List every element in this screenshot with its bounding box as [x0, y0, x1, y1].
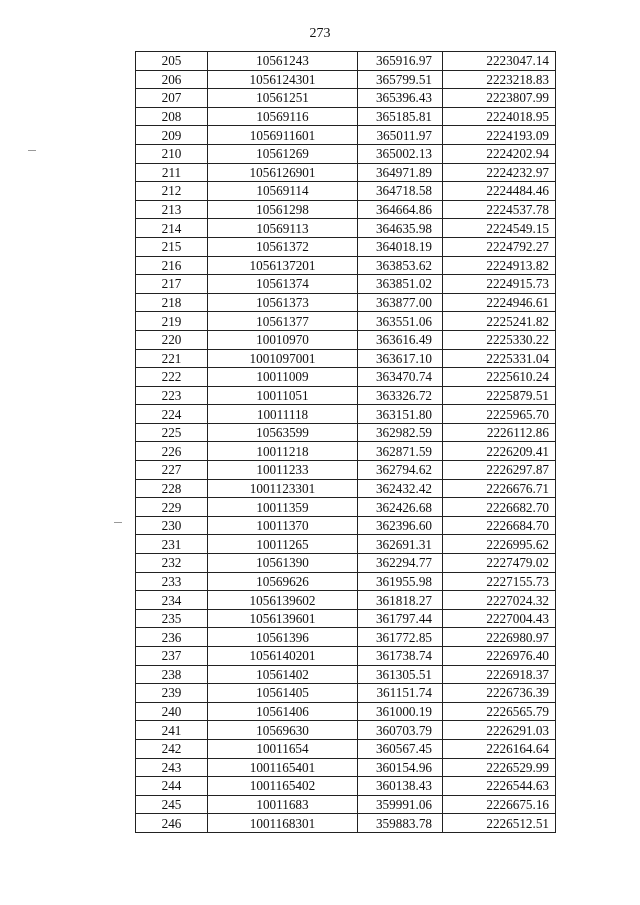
table-row — [136, 461, 556, 480]
point-id-cell: 10011009 — [208, 368, 358, 387]
point-id-cell: 1001168301 — [208, 814, 358, 833]
page-number: 273 — [309, 26, 331, 41]
row-index-cell: 246 — [136, 814, 208, 833]
row-index-cell: 231 — [136, 535, 208, 554]
point-id-cell: 10011683 — [208, 795, 358, 814]
y-coordinate-cell: 2224946.61 — [443, 293, 556, 312]
point-id-cell: 10011370 — [208, 516, 358, 535]
table-row — [136, 293, 556, 312]
x-coordinate-cell: 361772.85 — [358, 628, 443, 647]
x-coordinate-cell: 362294.77 — [358, 554, 443, 573]
table-row — [136, 163, 556, 182]
point-id-cell: 10569116 — [208, 107, 358, 126]
x-coordinate-cell: 362982.59 — [358, 423, 443, 442]
table-row — [136, 89, 556, 108]
point-id-cell: 1056139602 — [208, 591, 358, 610]
table-row — [136, 665, 556, 684]
y-coordinate-cell: 2225241.82 — [443, 312, 556, 331]
point-id-cell: 10561374 — [208, 275, 358, 294]
row-index-cell: 233 — [136, 572, 208, 591]
x-coordinate-cell: 364718.58 — [358, 182, 443, 201]
x-coordinate-cell: 365185.81 — [358, 107, 443, 126]
point-id-cell: 1056126901 — [208, 163, 358, 182]
table-row — [136, 144, 556, 163]
x-coordinate-cell: 365002.13 — [358, 144, 443, 163]
table-row — [136, 758, 556, 777]
row-index-cell: 219 — [136, 312, 208, 331]
y-coordinate-cell: 2223218.83 — [443, 70, 556, 89]
table-row — [136, 70, 556, 89]
row-index-cell: 214 — [136, 219, 208, 238]
point-id-cell: 10561243 — [208, 52, 358, 71]
y-coordinate-cell: 2226291.03 — [443, 721, 556, 740]
row-index-cell: 216 — [136, 256, 208, 275]
table-row — [136, 684, 556, 703]
y-coordinate-cell: 2226297.87 — [443, 461, 556, 480]
x-coordinate-cell: 359991.06 — [358, 795, 443, 814]
table-row — [136, 275, 556, 294]
row-index-cell: 221 — [136, 349, 208, 368]
x-coordinate-cell: 363151.80 — [358, 405, 443, 424]
row-index-cell: 226 — [136, 442, 208, 461]
table-row — [136, 256, 556, 275]
x-coordinate-cell: 364971.89 — [358, 163, 443, 182]
table-row — [136, 442, 556, 461]
x-coordinate-cell: 363877.00 — [358, 293, 443, 312]
y-coordinate-cell: 2226512.51 — [443, 814, 556, 833]
row-index-cell: 207 — [136, 89, 208, 108]
table-row — [136, 52, 556, 71]
table-row — [136, 739, 556, 758]
point-id-cell: 1056911601 — [208, 126, 358, 145]
y-coordinate-cell: 2225330.22 — [443, 330, 556, 349]
y-coordinate-cell: 2223807.99 — [443, 89, 556, 108]
y-coordinate-cell: 2226976.40 — [443, 647, 556, 666]
row-index-cell: 225 — [136, 423, 208, 442]
row-index-cell: 212 — [136, 182, 208, 201]
point-id-cell: 10561298 — [208, 200, 358, 219]
point-id-cell: 10011654 — [208, 739, 358, 758]
row-index-cell: 222 — [136, 368, 208, 387]
row-index-cell: 209 — [136, 126, 208, 145]
x-coordinate-cell: 360567.45 — [358, 739, 443, 758]
row-index-cell: 223 — [136, 386, 208, 405]
table-row — [136, 535, 556, 554]
row-index-cell: 220 — [136, 330, 208, 349]
y-coordinate-cell: 2227004.43 — [443, 609, 556, 628]
table-row — [136, 498, 556, 517]
y-coordinate-cell: 2225610.24 — [443, 368, 556, 387]
y-coordinate-cell: 2226209.41 — [443, 442, 556, 461]
point-id-cell: 10011359 — [208, 498, 358, 517]
point-id-cell: 10561372 — [208, 237, 358, 256]
y-coordinate-cell: 2225879.51 — [443, 386, 556, 405]
point-id-cell: 10011218 — [208, 442, 358, 461]
y-coordinate-cell: 2224915.73 — [443, 275, 556, 294]
row-index-cell: 242 — [136, 739, 208, 758]
row-index-cell: 244 — [136, 777, 208, 796]
x-coordinate-cell: 364664.86 — [358, 200, 443, 219]
row-index-cell: 245 — [136, 795, 208, 814]
row-index-cell: 237 — [136, 647, 208, 666]
table-row — [136, 349, 556, 368]
x-coordinate-cell: 364018.19 — [358, 237, 443, 256]
table-row — [136, 237, 556, 256]
y-coordinate-cell: 2225331.04 — [443, 349, 556, 368]
row-index-cell: 229 — [136, 498, 208, 517]
x-coordinate-cell: 365396.43 — [358, 89, 443, 108]
y-coordinate-cell: 2224537.78 — [443, 200, 556, 219]
y-coordinate-cell: 2226675.16 — [443, 795, 556, 814]
point-id-cell: 10561405 — [208, 684, 358, 703]
y-coordinate-cell: 2226565.79 — [443, 702, 556, 721]
point-id-cell: 10569626 — [208, 572, 358, 591]
x-coordinate-cell: 359883.78 — [358, 814, 443, 833]
table-body — [136, 52, 556, 833]
x-coordinate-cell: 363853.62 — [358, 256, 443, 275]
x-coordinate-cell: 364635.98 — [358, 219, 443, 238]
table-row — [136, 814, 556, 833]
table-row — [136, 479, 556, 498]
point-id-cell: 1001165402 — [208, 777, 358, 796]
x-coordinate-cell: 365799.51 — [358, 70, 443, 89]
x-coordinate-cell: 361305.51 — [358, 665, 443, 684]
point-id-cell: 10011051 — [208, 386, 358, 405]
x-coordinate-cell: 362396.60 — [358, 516, 443, 535]
table-row — [136, 609, 556, 628]
row-index-cell: 240 — [136, 702, 208, 721]
x-coordinate-cell: 362871.59 — [358, 442, 443, 461]
x-coordinate-cell: 363551.06 — [358, 312, 443, 331]
table-row — [136, 647, 556, 666]
x-coordinate-cell: 361738.74 — [358, 647, 443, 666]
point-id-cell: 10561390 — [208, 554, 358, 573]
point-id-cell: 10569113 — [208, 219, 358, 238]
point-id-cell: 10561269 — [208, 144, 358, 163]
row-index-cell: 228 — [136, 479, 208, 498]
y-coordinate-cell: 2224913.82 — [443, 256, 556, 275]
row-index-cell: 227 — [136, 461, 208, 480]
point-id-cell: 1001123301 — [208, 479, 358, 498]
table-row — [136, 572, 556, 591]
table-row — [136, 591, 556, 610]
point-id-cell: 10561373 — [208, 293, 358, 312]
x-coordinate-cell: 365011.97 — [358, 126, 443, 145]
row-index-cell: 218 — [136, 293, 208, 312]
x-coordinate-cell: 363470.74 — [358, 368, 443, 387]
table-row — [136, 516, 556, 535]
point-id-cell: 10561377 — [208, 312, 358, 331]
x-coordinate-cell: 363326.72 — [358, 386, 443, 405]
y-coordinate-cell: 2226918.37 — [443, 665, 556, 684]
table-row — [136, 628, 556, 647]
x-coordinate-cell: 361000.19 — [358, 702, 443, 721]
x-coordinate-cell: 361955.98 — [358, 572, 443, 591]
table-row — [136, 702, 556, 721]
point-id-cell: 10561402 — [208, 665, 358, 684]
row-index-cell: 213 — [136, 200, 208, 219]
x-coordinate-cell: 362691.31 — [358, 535, 443, 554]
point-id-cell: 1056124301 — [208, 70, 358, 89]
coordinates-table — [135, 51, 556, 833]
table-row — [136, 386, 556, 405]
row-index-cell: 239 — [136, 684, 208, 703]
margin-mark — [28, 150, 36, 151]
point-id-cell: 1056139601 — [208, 609, 358, 628]
y-coordinate-cell: 2224232.97 — [443, 163, 556, 182]
y-coordinate-cell: 2227155.73 — [443, 572, 556, 591]
x-coordinate-cell: 361151.74 — [358, 684, 443, 703]
y-coordinate-cell: 2224792.27 — [443, 237, 556, 256]
row-index-cell: 238 — [136, 665, 208, 684]
y-coordinate-cell: 2224018.95 — [443, 107, 556, 126]
row-index-cell: 236 — [136, 628, 208, 647]
point-id-cell: 10010970 — [208, 330, 358, 349]
table-row — [136, 126, 556, 145]
x-coordinate-cell: 362794.62 — [358, 461, 443, 480]
y-coordinate-cell: 2224549.15 — [443, 219, 556, 238]
y-coordinate-cell: 2226980.97 — [443, 628, 556, 647]
point-id-cell: 10569630 — [208, 721, 358, 740]
point-id-cell: 10561406 — [208, 702, 358, 721]
table-row — [136, 721, 556, 740]
y-coordinate-cell: 2226684.70 — [443, 516, 556, 535]
y-coordinate-cell: 2226529.99 — [443, 758, 556, 777]
row-index-cell: 241 — [136, 721, 208, 740]
table-row — [136, 795, 556, 814]
row-index-cell: 205 — [136, 52, 208, 71]
table-row — [136, 423, 556, 442]
x-coordinate-cell: 362426.68 — [358, 498, 443, 517]
x-coordinate-cell: 360703.79 — [358, 721, 443, 740]
point-id-cell: 1056140201 — [208, 647, 358, 666]
row-index-cell: 230 — [136, 516, 208, 535]
row-index-cell: 215 — [136, 237, 208, 256]
y-coordinate-cell: 2227479.02 — [443, 554, 556, 573]
point-id-cell: 10563599 — [208, 423, 358, 442]
point-id-cell: 10011265 — [208, 535, 358, 554]
point-id-cell: 1001097001 — [208, 349, 358, 368]
table-row — [136, 200, 556, 219]
x-coordinate-cell: 363617.10 — [358, 349, 443, 368]
row-index-cell: 243 — [136, 758, 208, 777]
x-coordinate-cell: 361797.44 — [358, 609, 443, 628]
y-coordinate-cell: 2226164.64 — [443, 739, 556, 758]
row-index-cell: 206 — [136, 70, 208, 89]
row-index-cell: 232 — [136, 554, 208, 573]
x-coordinate-cell: 362432.42 — [358, 479, 443, 498]
row-index-cell: 208 — [136, 107, 208, 126]
row-index-cell: 234 — [136, 591, 208, 610]
y-coordinate-cell: 2224484.46 — [443, 182, 556, 201]
row-index-cell: 211 — [136, 163, 208, 182]
table-row — [136, 330, 556, 349]
x-coordinate-cell: 360154.96 — [358, 758, 443, 777]
y-coordinate-cell: 2223047.14 — [443, 52, 556, 71]
y-coordinate-cell: 2226736.39 — [443, 684, 556, 703]
point-id-cell: 10569114 — [208, 182, 358, 201]
y-coordinate-cell: 2226676.71 — [443, 479, 556, 498]
table-row — [136, 107, 556, 126]
y-coordinate-cell: 2226682.70 — [443, 498, 556, 517]
x-coordinate-cell: 363616.49 — [358, 330, 443, 349]
table-row — [136, 777, 556, 796]
x-coordinate-cell: 361818.27 — [358, 591, 443, 610]
table-row — [136, 405, 556, 424]
point-id-cell: 10011118 — [208, 405, 358, 424]
point-id-cell: 1001165401 — [208, 758, 358, 777]
row-index-cell: 210 — [136, 144, 208, 163]
point-id-cell: 10561396 — [208, 628, 358, 647]
point-id-cell: 10561251 — [208, 89, 358, 108]
point-id-cell: 10011233 — [208, 461, 358, 480]
point-id-cell: 1056137201 — [208, 256, 358, 275]
row-index-cell: 224 — [136, 405, 208, 424]
table-row — [136, 554, 556, 573]
margin-mark — [114, 522, 122, 523]
y-coordinate-cell: 2226112.86 — [443, 423, 556, 442]
table-row — [136, 312, 556, 331]
y-coordinate-cell: 2226544.63 — [443, 777, 556, 796]
y-coordinate-cell: 2224202.94 — [443, 144, 556, 163]
x-coordinate-cell: 360138.43 — [358, 777, 443, 796]
y-coordinate-cell: 2227024.32 — [443, 591, 556, 610]
table-row — [136, 368, 556, 387]
x-coordinate-cell: 363851.02 — [358, 275, 443, 294]
y-coordinate-cell: 2224193.09 — [443, 126, 556, 145]
y-coordinate-cell: 2225965.70 — [443, 405, 556, 424]
y-coordinate-cell: 2226995.62 — [443, 535, 556, 554]
row-index-cell: 217 — [136, 275, 208, 294]
table-row — [136, 182, 556, 201]
table-row — [136, 219, 556, 238]
x-coordinate-cell: 365916.97 — [358, 52, 443, 71]
row-index-cell: 235 — [136, 609, 208, 628]
